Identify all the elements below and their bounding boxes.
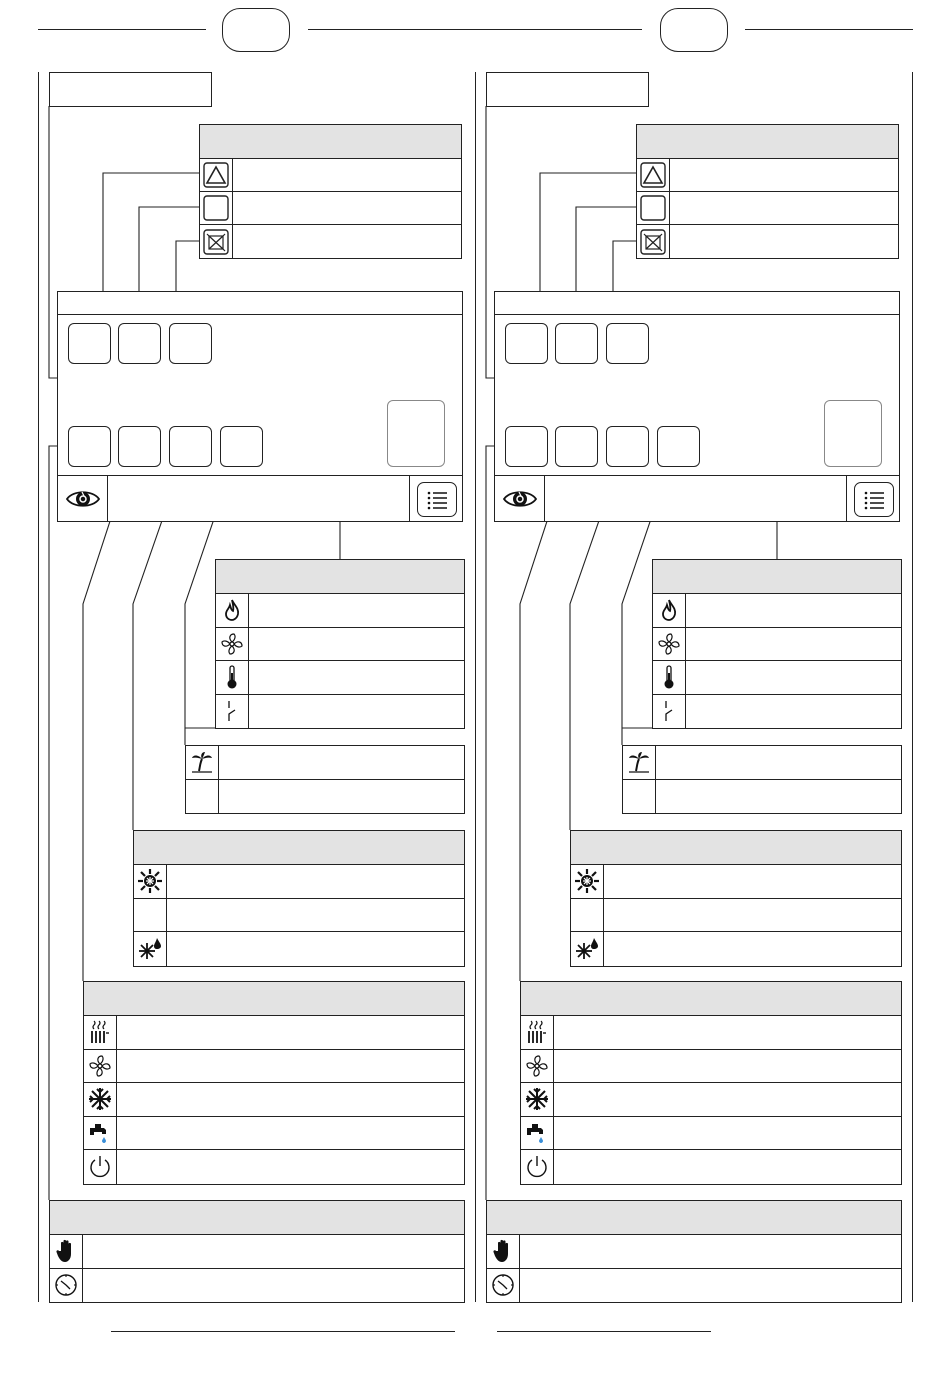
mode-button-4[interactable] — [220, 426, 263, 467]
fan-icon — [216, 628, 249, 661]
row-text — [167, 865, 464, 898]
season-table — [133, 830, 465, 967]
status-indicator-1 — [68, 323, 111, 364]
menu-button[interactable] — [854, 482, 894, 517]
row-text — [554, 1083, 901, 1116]
section-title-box — [486, 72, 649, 107]
maintenance-icon — [637, 225, 670, 258]
row-text — [554, 1016, 901, 1049]
control-table — [49, 1200, 465, 1303]
table-row — [216, 628, 464, 662]
row-text — [670, 225, 898, 258]
row-text — [554, 1117, 901, 1150]
row-text — [604, 899, 901, 932]
row-text — [656, 780, 901, 814]
thermometer-icon — [653, 661, 686, 694]
clock-icon — [487, 1269, 520, 1303]
table-row — [134, 932, 464, 966]
summer-winter-icon — [134, 865, 167, 898]
snowflake-icon — [84, 1083, 117, 1116]
extra-table — [185, 745, 465, 814]
status-indicator-2 — [118, 323, 161, 364]
table-row — [571, 899, 901, 933]
table-row — [637, 225, 898, 258]
screen-top-strip — [58, 292, 462, 315]
mode-button-1[interactable] — [68, 426, 111, 467]
table-row — [487, 1269, 901, 1303]
mode-button-3[interactable] — [169, 426, 212, 467]
hand-icon — [487, 1235, 520, 1268]
mode-button-4[interactable] — [657, 426, 700, 467]
table-row — [134, 899, 464, 933]
column-divider-right-edge — [912, 72, 913, 1302]
table-row — [200, 159, 461, 192]
row-text — [83, 1269, 464, 1303]
table-row — [216, 594, 464, 628]
table-row — [623, 746, 901, 780]
row-text — [233, 159, 461, 191]
table-row — [200, 225, 461, 258]
table-row — [623, 780, 901, 814]
row-text — [219, 746, 464, 779]
status-indicator-2 — [555, 323, 598, 364]
mode-button-3[interactable] — [606, 426, 649, 467]
maintenance-icon — [200, 225, 233, 258]
row-text — [249, 628, 464, 661]
holiday-palm-icon — [623, 746, 656, 779]
row-text — [670, 159, 898, 191]
fan-icon — [521, 1050, 554, 1083]
summer-winter-icon — [571, 865, 604, 898]
extra-table — [622, 745, 902, 814]
table-row — [216, 661, 464, 695]
table-row — [653, 628, 901, 662]
table-row — [653, 594, 901, 628]
fan-icon — [84, 1050, 117, 1083]
power-icon — [84, 1150, 117, 1184]
table-row — [186, 746, 464, 780]
tap-water-icon — [521, 1117, 554, 1150]
warning-triangle-icon — [200, 159, 233, 191]
radiator-icon — [521, 1016, 554, 1049]
table-header — [653, 560, 901, 594]
tap-water-icon — [84, 1117, 117, 1150]
table-row — [571, 932, 901, 966]
table-row — [50, 1235, 464, 1269]
control-table — [486, 1200, 902, 1303]
clock-icon — [50, 1269, 83, 1303]
row-text — [249, 594, 464, 627]
table-row — [134, 865, 464, 899]
table-header — [134, 831, 464, 865]
thermometer-icon — [216, 661, 249, 694]
mode-button-2[interactable] — [118, 426, 161, 467]
empty-icon-cell — [571, 899, 604, 932]
row-text — [604, 932, 901, 966]
row-text — [233, 192, 461, 224]
mode-button-2[interactable] — [555, 426, 598, 467]
table-header — [216, 560, 464, 594]
table-row — [84, 1150, 464, 1184]
menu-list-icon — [862, 490, 886, 510]
table-row — [521, 1016, 901, 1050]
warning-triangle-icon — [637, 159, 670, 191]
temperature-display — [824, 400, 882, 467]
display-table — [652, 559, 902, 729]
flame-icon — [216, 594, 249, 627]
table-row — [84, 1050, 464, 1084]
table-row — [637, 192, 898, 225]
mode-button-1[interactable] — [505, 426, 548, 467]
table-row — [50, 1269, 464, 1303]
row-text — [520, 1269, 901, 1303]
table-header — [521, 982, 901, 1016]
table-row — [84, 1016, 464, 1050]
table-row — [521, 1150, 901, 1184]
section-title-box — [49, 72, 212, 107]
empty-icon-cell — [186, 780, 219, 814]
row-text — [117, 1117, 464, 1150]
row-text — [117, 1050, 464, 1083]
footer-rule-left — [111, 1331, 455, 1332]
power-icon — [521, 1150, 554, 1184]
row-text — [686, 628, 901, 661]
table-header — [637, 125, 898, 159]
row-text — [249, 661, 464, 694]
bar-divider — [409, 476, 410, 521]
row-text — [686, 695, 901, 729]
status-indicator-3 — [606, 323, 649, 364]
table-row — [487, 1235, 901, 1269]
table-row — [653, 661, 901, 695]
display-table — [215, 559, 465, 729]
table-row — [637, 159, 898, 192]
table-header — [487, 1201, 901, 1235]
table-header — [50, 1201, 464, 1235]
blank-square-icon — [637, 192, 670, 224]
empty-icon-cell — [623, 780, 656, 814]
blank-square-icon — [200, 192, 233, 224]
control-panel-screen — [494, 291, 900, 522]
row-text — [167, 932, 464, 966]
status-table — [199, 124, 462, 259]
row-text — [554, 1050, 901, 1083]
eye-icon — [65, 487, 101, 511]
dehumidify-icon — [571, 932, 604, 966]
screen-bottom-bar — [58, 475, 462, 521]
table-row — [571, 865, 901, 899]
dehumidify-icon — [134, 932, 167, 966]
contact-icon — [216, 695, 249, 729]
table-header — [571, 831, 901, 865]
eye-button[interactable] — [495, 476, 545, 521]
mode-table — [520, 981, 902, 1185]
row-text — [117, 1016, 464, 1049]
eye-icon — [502, 487, 538, 511]
holiday-palm-icon — [186, 746, 219, 779]
row-text — [219, 780, 464, 814]
table-header — [84, 982, 464, 1016]
row-text — [167, 899, 464, 932]
screen-top-strip — [495, 292, 899, 315]
table-row — [216, 695, 464, 729]
row-text — [233, 225, 461, 258]
table-row — [521, 1083, 901, 1117]
table-row — [521, 1050, 901, 1084]
eye-button[interactable] — [58, 476, 108, 521]
hand-icon — [50, 1235, 83, 1268]
footer-rule-right — [497, 1331, 711, 1332]
row-text — [670, 192, 898, 224]
table-header — [200, 125, 461, 159]
manual-column-right — [437, 0, 912, 1374]
row-text — [656, 746, 901, 779]
table-row — [521, 1117, 901, 1151]
status-table — [636, 124, 899, 259]
season-table — [570, 830, 902, 967]
fan-icon — [653, 628, 686, 661]
radiator-icon — [84, 1016, 117, 1049]
control-panel-screen — [57, 291, 463, 522]
bar-divider — [846, 476, 847, 521]
row-text — [117, 1083, 464, 1116]
table-row — [653, 695, 901, 729]
status-indicator-3 — [169, 323, 212, 364]
empty-icon-cell — [134, 899, 167, 932]
table-row — [84, 1083, 464, 1117]
contact-icon — [653, 695, 686, 729]
row-text — [686, 594, 901, 627]
table-row — [84, 1117, 464, 1151]
row-text — [686, 661, 901, 694]
row-text — [520, 1235, 901, 1268]
row-text — [554, 1150, 901, 1184]
row-text — [249, 695, 464, 729]
row-text — [117, 1150, 464, 1184]
table-row — [200, 192, 461, 225]
flame-icon — [653, 594, 686, 627]
screen-bottom-bar — [495, 475, 899, 521]
mode-table — [83, 981, 465, 1185]
table-row — [186, 780, 464, 814]
row-text — [83, 1235, 464, 1268]
snowflake-icon — [521, 1083, 554, 1116]
row-text — [604, 865, 901, 898]
status-indicator-1 — [505, 323, 548, 364]
